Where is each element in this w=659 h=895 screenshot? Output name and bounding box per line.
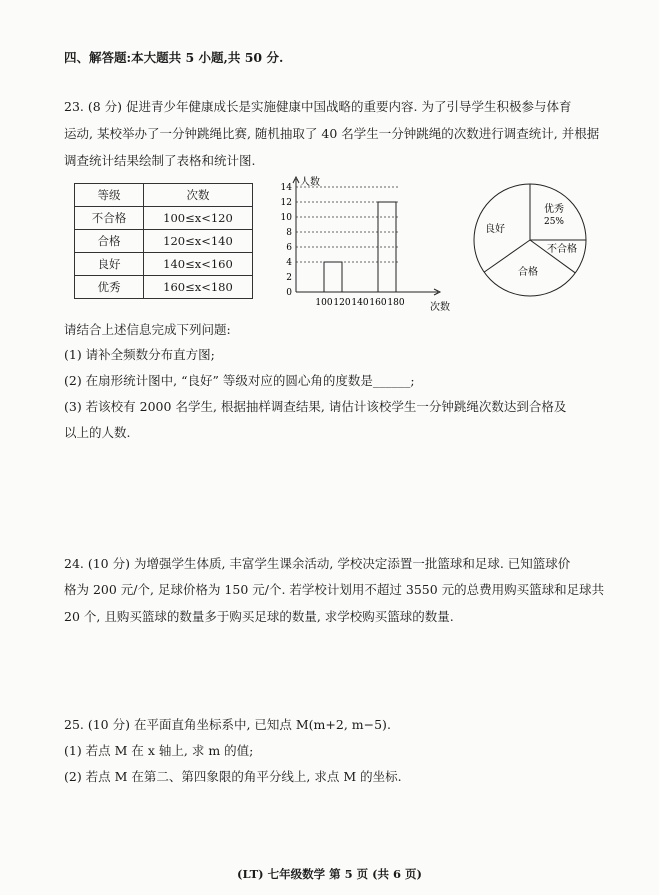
table-cell: 140≤x<160 (144, 253, 253, 276)
y-tick-label: 0 (286, 288, 292, 298)
table-cell: 良好 (75, 253, 144, 276)
pie-slice-value: 25% (543, 217, 565, 227)
table-cell: 160≤x<180 (144, 276, 253, 299)
pie-slice-label: 良好 (485, 224, 505, 235)
q25-line-1: 25. (10 分) 在平面直角坐标系中, 已知点 M(m+2, m−5). (64, 717, 391, 732)
pie-slice-label: 合格 (518, 267, 538, 278)
q23-prompt: 请结合上述信息完成下列问题: (64, 322, 231, 337)
x-tick-label: 180 (387, 298, 405, 308)
q23-line-1: 23. (8 分) 促进青少年健康成长是实施健康中国战略的重要内容. 为了引导学生积极参与体育 (64, 99, 572, 114)
table-cell: 优秀 (75, 276, 144, 299)
y-tick-label: 14 (280, 183, 292, 193)
pie-slice-label: 优秀 (544, 204, 564, 215)
grade-table (74, 183, 253, 299)
y-tick-label: 10 (280, 213, 292, 223)
q23-sub-3-cont: 以上的人数. (64, 425, 131, 440)
q25-line-3: (2) 若点 M 在第二、第四象限的角平分线上, 求点 M 的坐标. (64, 769, 402, 784)
table-header-cell: 等级 (75, 184, 144, 207)
q24-line-2: 格为 200 元/个, 足球价格为 150 元/个. 若学校计划用不超过 3550 元的总费用购买篮球和足球共 (64, 582, 605, 597)
table-row (75, 253, 253, 276)
q24-line-3: 20 个, 且购买篮球的数量多于购买足球的数量, 求学校购买篮球的数量. (64, 609, 454, 624)
q23-sub-1: (1) 请补全频数分布直方图; (64, 347, 215, 362)
y-tick-label: 12 (280, 198, 292, 208)
q23-line-3: 调查统计结果绘制了表格和统计图. (64, 153, 256, 168)
table-cell: 合格 (75, 230, 144, 253)
y-axis-label: 人数 (300, 177, 320, 188)
y-tick-label: 4 (286, 258, 292, 268)
table-row (75, 207, 253, 230)
q23-sub-2: (2) 在扇形统计图中, “良好” 等级对应的圆心角的度数是______; (64, 373, 415, 388)
x-tick-label: 100 (315, 298, 333, 308)
pie-slice-label: 不合格 (547, 244, 577, 255)
table-row (75, 276, 253, 299)
table-cell: 不合格 (75, 207, 144, 230)
section-title: 四、解答题:本大题共 5 小题,共 50 分. (64, 50, 284, 65)
q24-line-1: 24. (10 分) 为增强学生体质, 丰富学生课余活动, 学校决定添置一批篮球和足球. 已知篮球价 (64, 556, 571, 571)
table-cell: 120≤x<140 (144, 230, 253, 253)
y-tick-label: 6 (286, 243, 292, 253)
table-header-cell: 次数 (144, 184, 253, 207)
x-tick-label: 120 (333, 298, 351, 308)
histogram-chart (270, 176, 465, 312)
x-axis-label: 次数 (430, 302, 450, 312)
x-tick-label: 160 (369, 298, 387, 308)
q23-line-2: 运动, 某校举办了一分钟跳绳比赛, 随机抽取了 40 名学生一分钟跳绳的次数进行调查统计, 并根据 (64, 126, 600, 141)
q23-sub-3: (3) 若该校有 2000 名学生, 根据抽样调查结果, 请估计该校学生一分钟跳绳次数达到合格及 (64, 399, 567, 414)
y-tick-label: 2 (286, 273, 292, 283)
y-tick-label: 8 (286, 228, 292, 238)
page-footer: (LT) 七年级数学 第 5 页 (共 6 页) (237, 867, 422, 881)
table-header-row (75, 184, 253, 207)
x-tick-label: 140 (351, 298, 369, 308)
table-cell: 100≤x<120 (144, 207, 253, 230)
table-row (75, 230, 253, 253)
histogram-bar (324, 262, 342, 292)
q25-line-2: (1) 若点 M 在 x 轴上, 求 m 的值; (64, 743, 254, 758)
pie-chart (470, 180, 590, 300)
